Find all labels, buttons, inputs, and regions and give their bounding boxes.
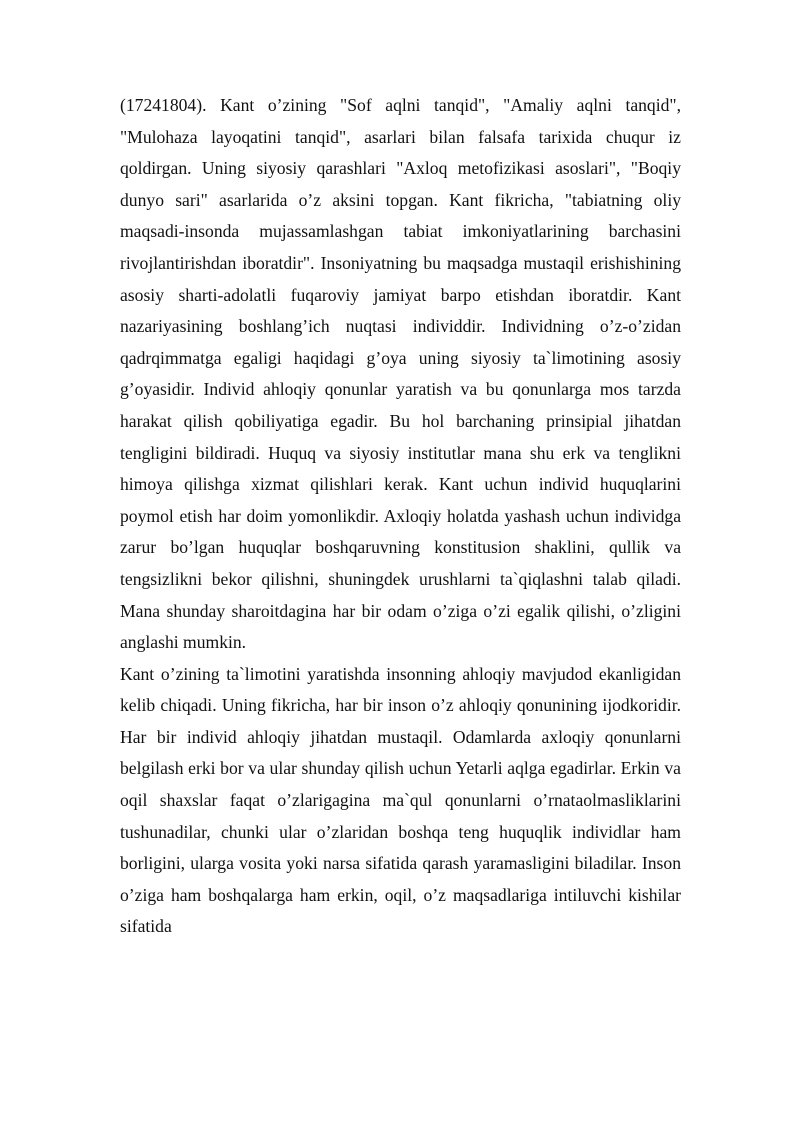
document-page [120, 90, 681, 943]
paragraph-2: Kant o’zining ta`limotini yaratishda insonning ahloqiy mavjudod ekanligidan kelib chiqadi. Uning fikricha, har bir inson o’z ahloqiy qonunining ijodkoridir. Har bir individ ahloqiy jihatdan mustaqil. Odamlarda axloqiy qonunlarni belgilash erki bor va ular shunday qilish uchun Yetarli aqlga egadirlar. Erkin va oqil shaxslar faqat o’zlarigagina ma`qul qonunlarni o’rnataolmasliklarini tushunadilar, chunki ular o’zlaridan boshqa teng huquqlik individlar ham borligini, ularga vosita yoki narsa sifatida qarash yaramasligini biladilar. Inson o’ziga ham boshqalarga ham erkin, oqil, o’z maqsadlariga intiluvchi kishilar sifatida [120, 663, 681, 937]
paragraph-1: (17241804). Kant o’zining "Sof aqlni tanqid", "Amaliy aqlni tanqid", "Mulohaza layoqatini tanqid", asarlari bilan falsafa tarixida chuqur iz qoldirgan. Uning siyosiy qarashlari "Axloq metofizikasi asoslari", "Boqiy dunyo sari" asarlarida o’z aksini topgan. Kant fikricha, "tabiatning oliy maqsadi-insonda mujassamlashgan tabiat imkoniyatlarining barchasini rivojlantirishdan iboratdir". Insoniyatning bu maqsadga mustaqil erishishining asosiy sharti-adolatli fuqaroviy jamiyat barpo etishdan iboratdir. Kant nazariyasining boshlang’ich nuqtasi individdir. Individning o’z-o’zidan qadrqimmatga egaligi haqidagi g’oya uning siyosiy ta`limotining asosiy g’oyasidir. Individ ahloqiy qonunlar yaratish va bu qonunlarga mos tarzda harakat qilish qobiliyatiga egadir. Bu hol barchaning prinsipial jihatdan tengligini bildiradi. Huquq va siyosiy institutlar mana shu erk va tenglikni himoya qilishga xizmat qilishlari kerak. Kant uchun individ huquqlarini poymol etish har doim yomonlikdir. Axloqiy holatda yashash uchun individga zarur bo’lgan huquqlar boshqaruvning konstitusion shaklini, qullik va tengsizlikni bekor qilishni, shuningdek urushlarni ta`qiqlashni talab qiladi. Mana shunday sharoitdagina har bir odam o’ziga o’zi egalik qilishi, o’zligini anglashi mumkin. [120, 95, 681, 653]
